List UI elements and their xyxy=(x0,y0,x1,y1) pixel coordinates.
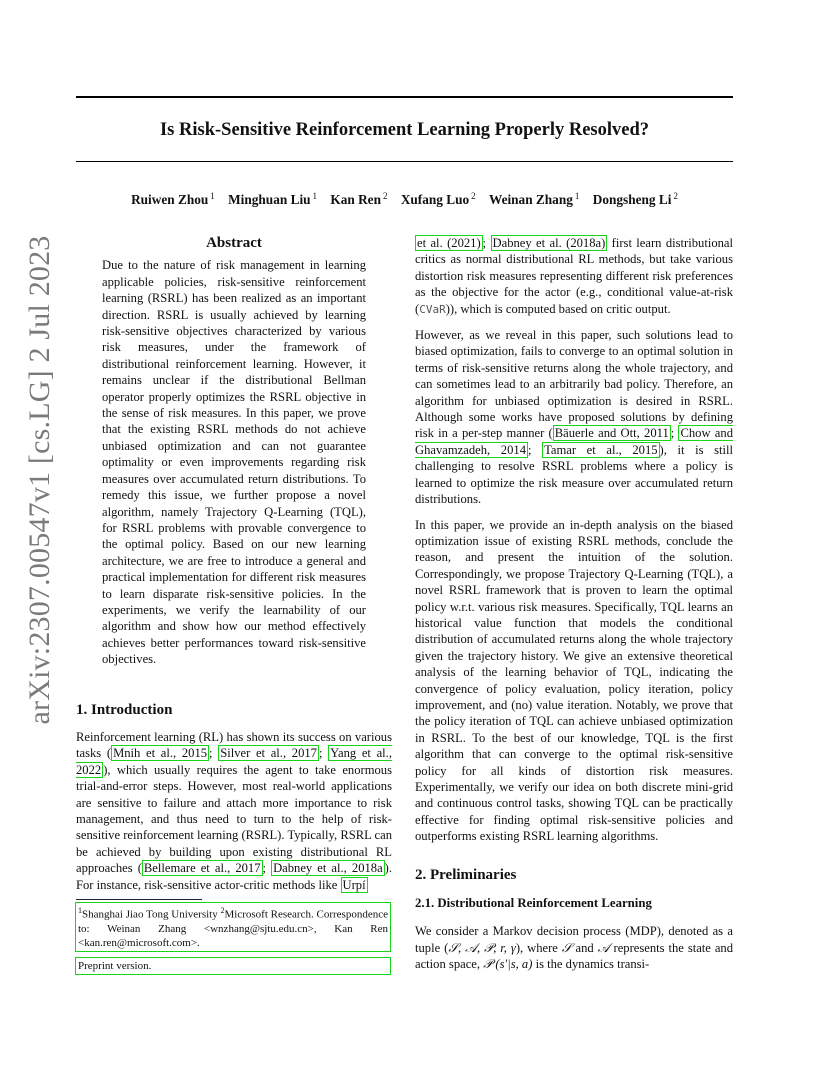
author-name: Dongsheng Li xyxy=(592,192,672,208)
introduction-heading: 1. Introduction xyxy=(76,701,173,718)
author xyxy=(330,192,387,207)
affiliation-mark: 2 xyxy=(471,191,476,201)
citation-link[interactable]: Urpí xyxy=(342,877,366,892)
author-name: Weinan Zhang xyxy=(489,192,573,208)
author-name: Xufang Luo xyxy=(400,192,470,208)
author xyxy=(593,192,678,207)
citation-link[interactable]: Dabney et al. (2018a) xyxy=(492,236,606,250)
math-state-space: 𝒮 xyxy=(561,940,572,955)
math-transition: 𝒫 (s′|s, a) xyxy=(483,957,533,972)
affiliation-mark: 2 xyxy=(673,191,678,201)
spacer xyxy=(415,911,733,923)
author xyxy=(131,192,215,207)
citation-link[interactable]: Dabney et al., 2018a xyxy=(273,861,383,876)
cvar-token: CVaR xyxy=(419,302,446,316)
text-run: ). For instance, risk-sensitive actor-critic methods like xyxy=(76,861,393,892)
citation-link[interactable]: Yang et al., 2022 xyxy=(76,746,392,777)
text-run: Reinforcement learning (RL) has shown its success on various tasks ( xyxy=(76,729,392,761)
footnote-affiliations[interactable]: $^1$Shanghai Jiao Tong University $^2$Microsoft Research. Correspondence to: Weinan Zhang <wnzhang@sjtu.edu.cn>, Kan Ren <kan.ren@microsoft.com>. xyxy=(75,902,391,952)
citation-link[interactable]: Bellemare et al., 2017 xyxy=(143,861,261,876)
right-column xyxy=(415,235,733,973)
preliminaries-heading: 2. Preliminaries xyxy=(415,866,517,883)
intro-paragraph-1: Reinforcement learning (RL) has shown its success on various tasks ( Mnih et al., 2015 ; Silver et al., 2017 ; Yang et al., 2022 ), which usually requires the agent to take enormous trial-and-error steps. However, most real-world applications are sensitive to failure and attach more importance to risk management, and thus need to turn to the help of risk-sensitive reinforcement learning (RSRL). Typically, RSRL can be achieved by building upon existing distributional RL approaches ( Bellemare et al., 2017 ; Dabney et al., 2018a ). For instance, risk-sensitive actor-critic methods like Urpí xyxy=(76,729,393,892)
author-name: Minghuan Liu xyxy=(228,192,311,208)
preliminaries-paragraph-1: We consider a Markov decision process (MDP), denoted as a tuple (𝒮, 𝒜, 𝒫, r, γ), where 𝒮 and 𝒜 represents the state and action space, 𝒫 (s′|s, a) is the dynamics transi- xyxy=(415,924,734,972)
citation-link[interactable]: Mnih et al., 2015 xyxy=(113,746,208,761)
affiliation-mark: 1 xyxy=(312,191,318,201)
text-run: ), which usually requires the agent to take enormous trial-and-error steps. However, most real-world applications are sensitive to failure and attach more importance to risk management, and thus need to turn to the help of risk-sensitive reinforcement learning (RSRL). Typically, RSRL can be achieved by building upon existing distributional RL approaches ( xyxy=(76,762,392,876)
spacer xyxy=(76,718,392,729)
author-list xyxy=(76,191,733,208)
citation-link[interactable]: Silver et al., 2017 xyxy=(220,746,317,761)
abstract-text: Due to the nature of risk management in learning applicable policies, risk-sensitive reinforcement learning (RSRL) has been realized as an important direction. RSRL is usually achieved by learning risk-sensitive objectives characterized by various risk measures, under the framework of distributional reinforcement learning. However, it remains unclear if the distributional Bellman operator properly optimizes the RSRL objective in the sense of risk measures. In this paper, we prove that the existing RSRL methods do not achieve unbiased optimization and can not guarantee optimality or even improvements regarding risk measures over accumulated return distributions. To remedy this issue, we further propose a novel algorithm, namely Trajectory Q-Learning (TQL), for RSRL problems with provable convergence to the optimal policy. Based on our new learning architecture, we are free to introduce a general and practical implementation for different risk measures to learn disparate risk-sensitive policies. In the experiments, we verify the learnability of our algorithm and show how our method effectively achieves better performances toward risk-sensitive objectives. xyxy=(102,258,366,667)
mdp-tuple: 𝒮, 𝒜, 𝒫, r, γ xyxy=(448,940,516,955)
abstract-heading: Abstract xyxy=(206,235,262,251)
author-name: Ruiwen Zhou xyxy=(131,192,209,208)
spacer xyxy=(415,883,733,895)
intro-paragraph-3: In this paper, we provide an in-depth analysis on the biased optimization issue of existing RSRL methods, conclude the reason, and present the intuition of the solution. Correspondingly, we propose Trajectory Q-Learning (TQL), a novel RSRL framework that is proven to learn the optimal policy w.r.t. various risk measures. Specifically, TQL learns an historical value function that models the conditional distribution of accumulated returns along the whole trajectory given the trajectory history. We give an extensive theoretical analysis of the learning behavior of TQL, indicating the convergence of policy evaluation, policy iteration, policy improvement, and (no) value iteration. Notably, we prove that the policy iteration of TQL can achieve unbiased optimization in RSRL. To the best of our knowledge, TQL is the first algorithm that can converge to the optimal risk-sensitive policy for all kinds of distortion risk measures. Experimentally, we verify our idea on both discrete mini-grid and continuous control tasks, showing TQL can be practically effective for finding optimal risk-sensitive policies and outperforms existing RSRL learning algorithms. xyxy=(415,517,733,844)
affiliation-mark: 1 xyxy=(574,191,580,201)
title-bottom-rule xyxy=(76,161,733,162)
intro-paragraph-2: However, as we reveal in this paper, such solutions lead to biased optimization, fails to converge to an optimal solution in terms of risk-sensitive returns along the whole trajectory, and can sometimes lead to an arbitrarily bad policy. Therefore, an algorithm for unbiased optimization is desired in RSRL. Although some works have proposed solutions by defining risk in a per-step manner ( Bäuerle and Ott, 2011 ; Chow and Ghavamzadeh, 2014 ; Tamar et al., 2015 ), it is still challenging to resolve RSRL problems where a policy is learned to optimize the risk measure over accumulated return distributions. xyxy=(415,328,733,507)
math-action-space: 𝒜 xyxy=(597,940,610,955)
author xyxy=(401,192,476,207)
citation-link[interactable]: et al. (2021) xyxy=(417,236,481,250)
author-name: Kan Ren xyxy=(330,192,381,208)
author xyxy=(489,192,579,207)
citation-link[interactable]: Chow and Ghavamzadeh, 2014 xyxy=(415,426,733,457)
title-top-rule xyxy=(76,96,733,98)
preprint-note[interactable]: Preprint version. xyxy=(75,957,391,975)
spacer xyxy=(76,668,392,702)
footnote-rule xyxy=(76,899,202,900)
arxiv-identifier-stamp: arXiv:2307.00547v1 [cs.LG] 2 Jul 2023 xyxy=(23,235,56,725)
affiliation-mark: 1 xyxy=(210,191,215,201)
affiliation-mark: 2 xyxy=(382,191,388,201)
distributional-rl-subheading: 2.1. Distributional Reinforcement Learning xyxy=(415,896,652,911)
intro-paragraph-1-continued: et al. (2021) ; Dabney et al. (2018a) first learn distributional critics as normal distributional RL methods, but take various distortion risk measures representing different risk preferences as the objective for the actor (e.g., conditional value-at-risk (CVaR)), which is computed based on critic output. xyxy=(415,236,734,316)
citation-link[interactable]: Tamar et al., 2015 xyxy=(544,442,658,457)
citation-link[interactable]: Bäuerle and Ott, 2011 xyxy=(554,426,669,441)
left-column xyxy=(76,235,392,893)
spacer xyxy=(415,845,733,867)
author xyxy=(228,192,317,207)
text-run: first learn distributional critics as normal distributional RL methods, but take various distortion risk measures representing different risk preferences as the objective for the actor (e.g., conditional value-at-risk ( xyxy=(415,236,734,316)
paper-title: Is Risk-Sensitive Reinforcement Learning Properly Resolved? xyxy=(159,120,649,140)
